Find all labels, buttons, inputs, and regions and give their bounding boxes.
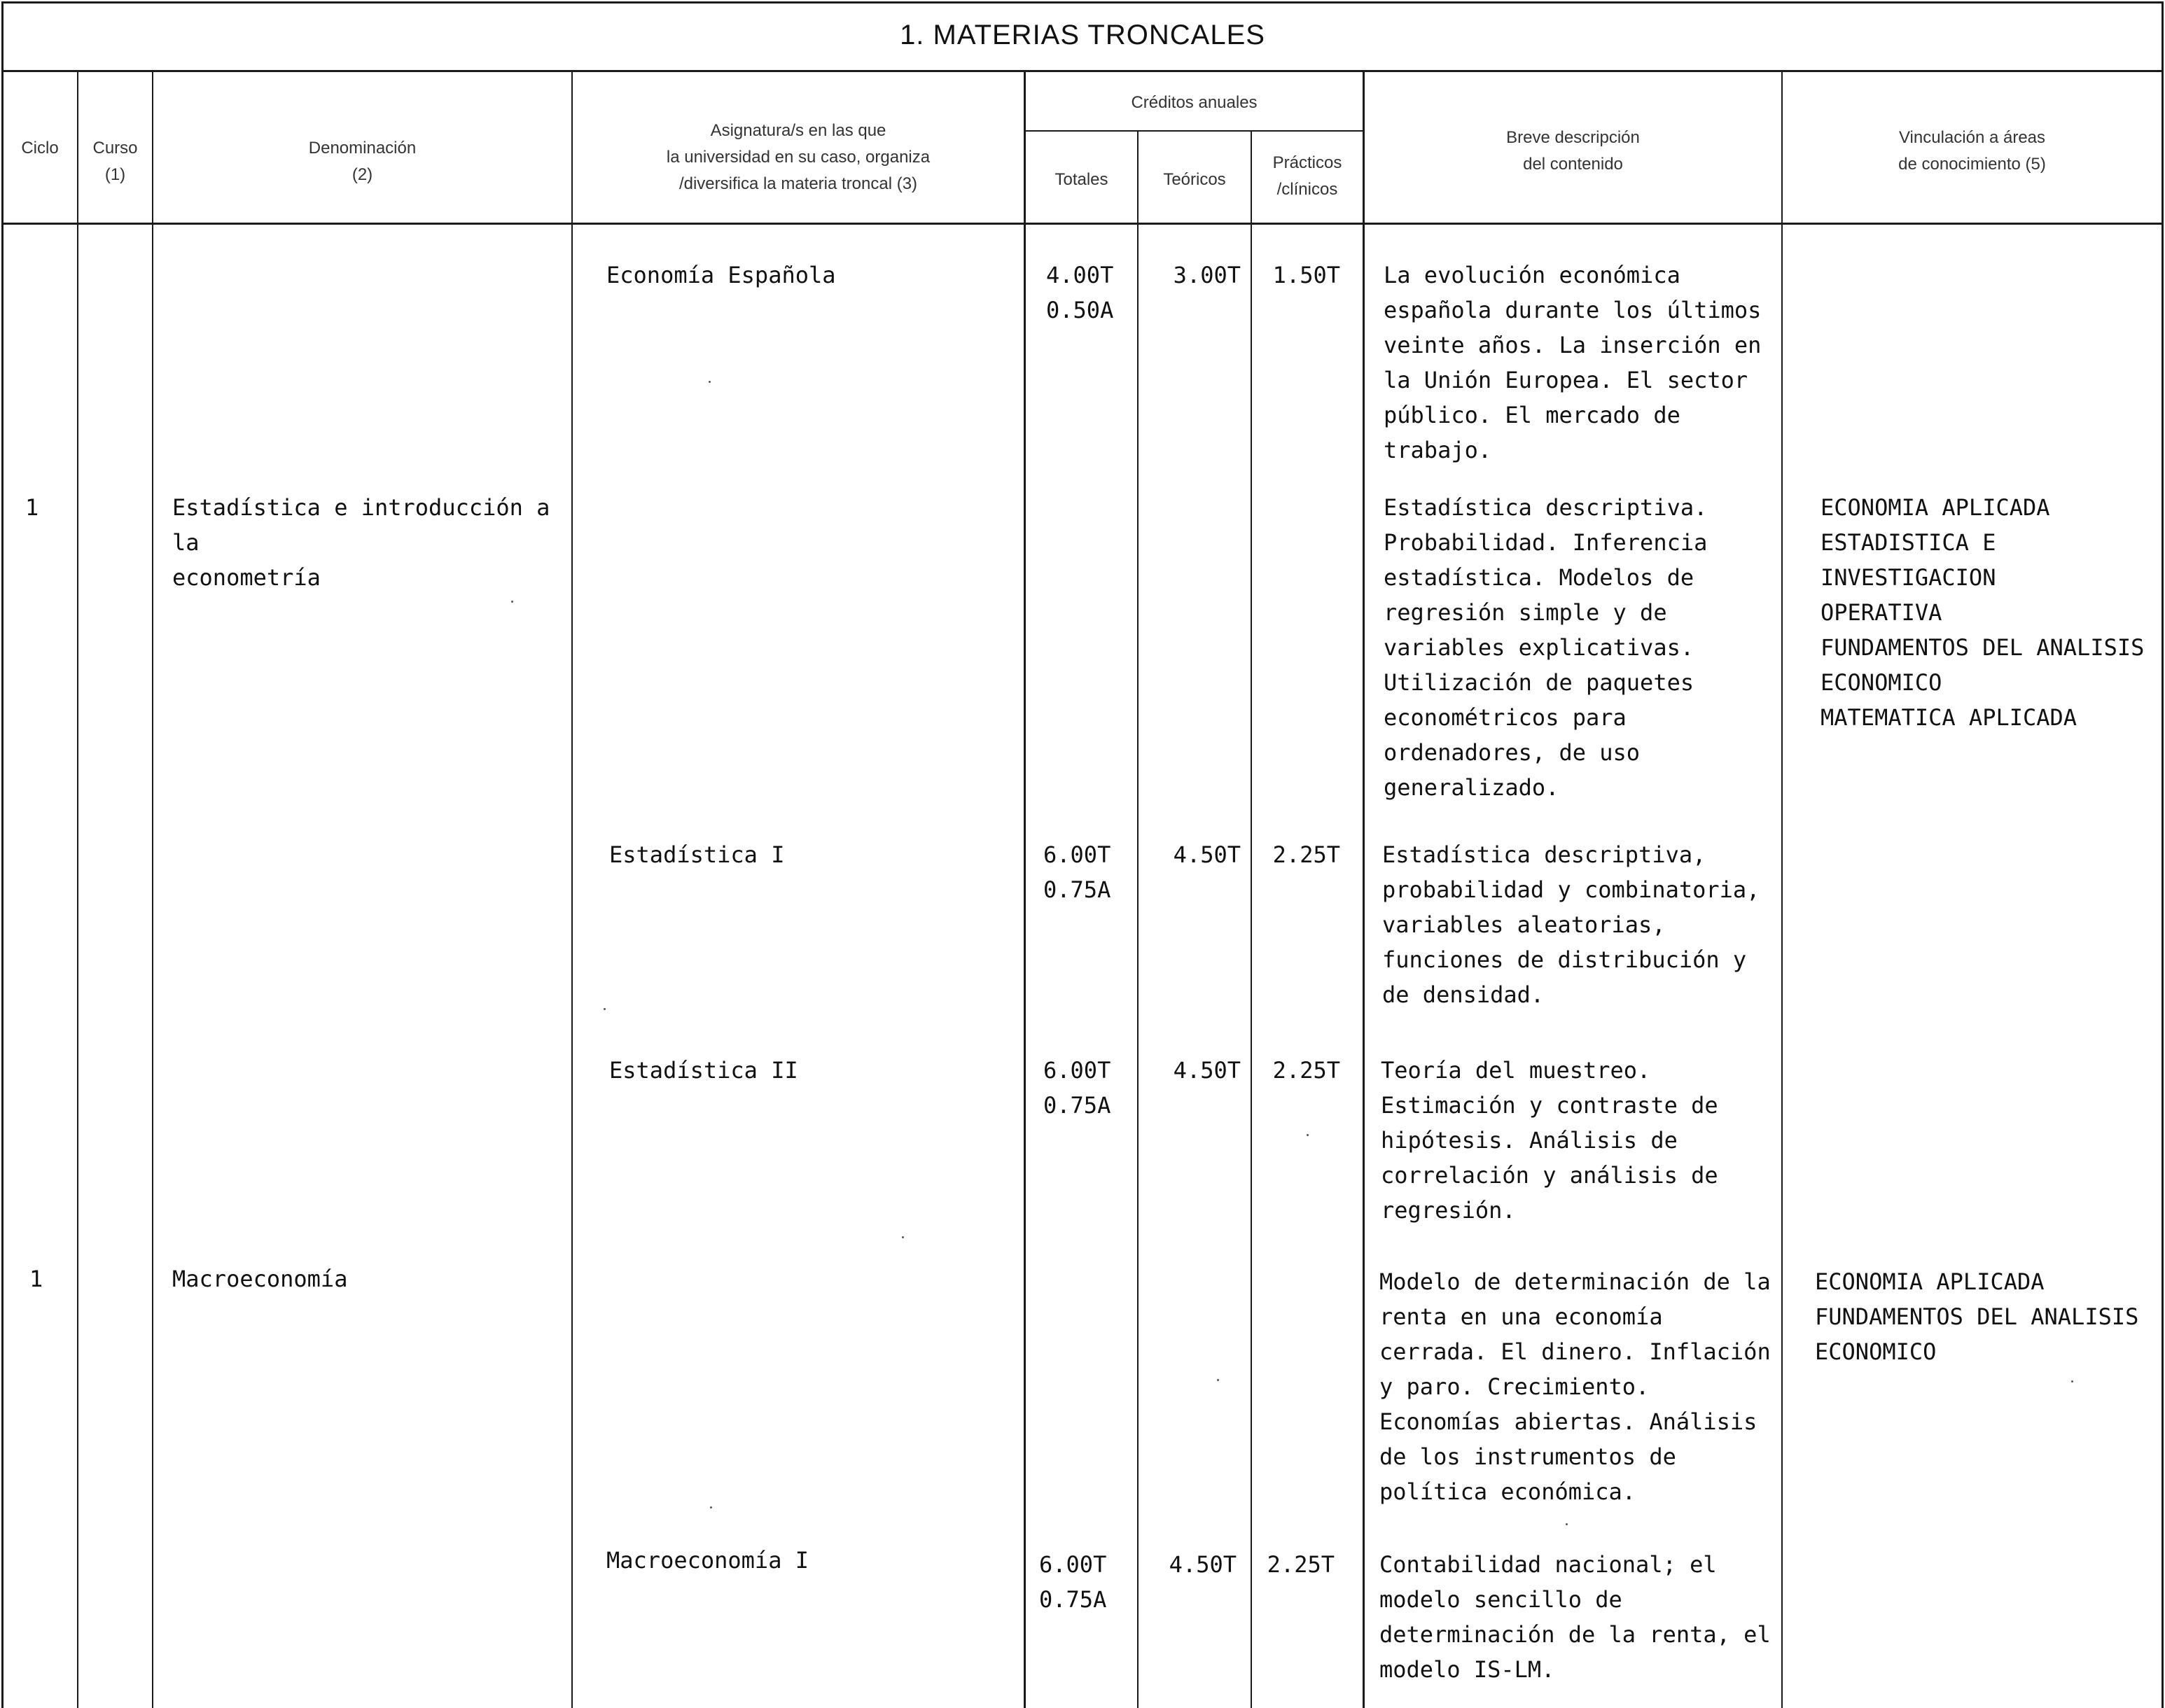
table-left-border: [1, 1, 4, 1708]
row-teoricos: 4.50T: [1173, 841, 1241, 868]
header-ciclo: Ciclo: [21, 139, 59, 158]
header-creditos-anuales: Créditos anuales: [1131, 93, 1258, 112]
scan-speck: [902, 1236, 904, 1238]
row-denominacion: Macroeconomía: [172, 1266, 348, 1292]
row-ciclo: 1: [29, 1266, 43, 1292]
header-teoricos: Teóricos: [1163, 170, 1226, 189]
section-title: 1. MATERIAS TRONCALES: [900, 20, 1265, 50]
row-totales: 6.00T 0.75A: [1043, 841, 1111, 903]
row-descripcion: Estadística descriptiva. Probabilidad. Inferencia estadística. Modelos de regresión simple y de variables explicativas. Utilización de paquetes econométricos para ordenadores, de uso generalizado.: [1384, 494, 1708, 801]
row-ciclo: 1: [25, 494, 39, 521]
col-divider-asignaturas: [571, 71, 573, 1708]
row-asignatura: Macroeconomía I: [606, 1547, 809, 1574]
row-descripcion: Estadística descriptiva, probabilidad y combinatoria, variables aleatorias, funciones de distribución y de densidad.: [1382, 841, 1760, 1008]
scan-speck: [1217, 1379, 1219, 1381]
row-denominacion: Estadística e introducción a la econometría: [172, 494, 550, 591]
row-descripcion: La evolución económica española durante los últimos veinte años. La inserción en la Unión Europea. El sector público. El mercado de trabajo.: [1384, 262, 1762, 463]
row-asignatura: Estadística II: [609, 1057, 798, 1084]
scan-speck: [604, 1008, 606, 1010]
header-vinculacion: Vinculación a áreas de conocimiento (5): [1898, 128, 2046, 174]
row-descripcion: Teoría del muestreo. Estimación y contraste de hipótesis. Análisis de correlación y análisis de regresión.: [1381, 1057, 1718, 1224]
row-teoricos: 4.50T: [1169, 1551, 1237, 1578]
row-descripcion: Modelo de determinación de la renta en una economía cerrada. El dinero. Inflación y paro. Crecimiento. Economías abiertas. Análisis de los instrumentos de política económica.: [1379, 1268, 1771, 1505]
col-divider-denominacion: [152, 71, 153, 1708]
title-divider: [1, 70, 2164, 72]
header-denominacion: Denominación (2): [308, 139, 417, 184]
row-asignatura: Economía Española: [606, 262, 836, 288]
header-curso: Curso (1): [92, 139, 138, 184]
col-divider-totales: [1024, 71, 1026, 1708]
row-asignatura: Estadística I: [609, 841, 785, 868]
creditos-subheader-divider: [1024, 130, 1363, 132]
row-practicos: 2.25T: [1272, 1057, 1340, 1084]
row-areas: ECONOMIA APLICADA ESTADISTICA E INVESTIGACION OPERATIVA FUNDAMENTOS DEL ANALISIS ECONOMICO MATEMATICA APLICADA: [1821, 494, 2145, 731]
row-practicos: 2.25T: [1267, 1551, 1335, 1578]
col-divider-vinculacion: [1781, 71, 1783, 1708]
scan-speck: [709, 381, 711, 383]
row-teoricos: 4.50T: [1173, 1057, 1241, 1084]
row-practicos: 1.50T: [1272, 262, 1340, 288]
row-totales: 4.00T 0.50A: [1046, 262, 1114, 323]
table-right-border: [2161, 1, 2164, 1708]
col-divider-descripcion: [1363, 71, 1365, 1708]
header-bottom-border: [1, 223, 2164, 225]
col-divider-practicos: [1251, 131, 1252, 1708]
table-top-border: [1, 1, 2164, 4]
row-totales: 6.00T 0.75A: [1039, 1551, 1107, 1613]
scan-speck: [1307, 1134, 1309, 1136]
header-totales: Totales: [1054, 170, 1108, 189]
row-practicos: 2.25T: [1272, 841, 1340, 868]
scan-speck: [2071, 1380, 2073, 1382]
col-divider-curso: [77, 71, 78, 1708]
col-divider-teoricos: [1137, 131, 1139, 1708]
header-practicos: Prácticos /clínicos: [1272, 153, 1342, 199]
row-totales: 6.00T 0.75A: [1043, 1057, 1111, 1119]
scan-speck: [710, 1506, 712, 1508]
scan-speck: [1566, 1523, 1568, 1525]
scan-speck: [511, 601, 513, 603]
header-asignaturas: Asignatura/s en las que la universidad en su caso, organiza /diversifica la materia troncal (3): [666, 121, 931, 193]
row-areas: ECONOMIA APLICADA FUNDAMENTOS DEL ANALISIS ECONOMICO: [1815, 1268, 2139, 1365]
header-descripcion: Breve descripción del contenido: [1506, 128, 1640, 174]
row-descripcion: Contabilidad nacional; el modelo sencillo de determinación de la renta, el modelo IS-LM.: [1379, 1551, 1771, 1683]
row-teoricos: 3.00T: [1173, 262, 1241, 288]
